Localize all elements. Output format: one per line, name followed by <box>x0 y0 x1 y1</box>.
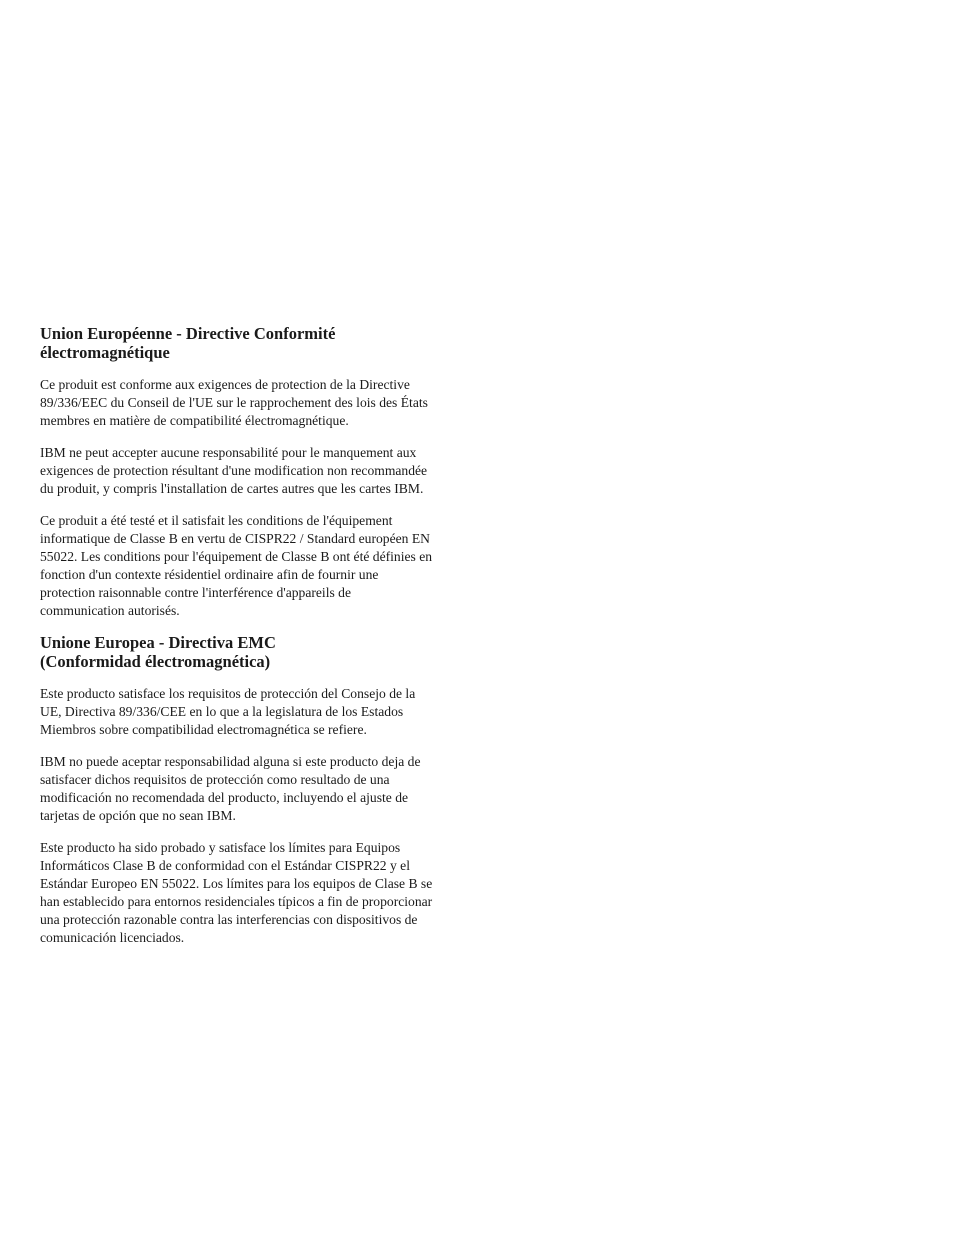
section-title-line: (Conformidad électromagnética) <box>40 652 271 671</box>
text-line: comunicación licenciados. <box>40 930 185 945</box>
text-line: fonction d'un contexte résidentiel ordinaire afin de fournir une <box>40 567 379 582</box>
text-line: Miembros sobre compatibilidad electromagnética se refiere. <box>40 722 367 737</box>
text-line: una protección razonable contra las interferencias con dispositivos de <box>40 912 418 927</box>
page-content <box>40 324 480 961</box>
text-line: 55022. Les conditions pour l'équipement de Classe B ont été définies en <box>40 549 433 564</box>
text-line: Este producto ha sido probado y satisface los límites para Equipos <box>40 840 401 855</box>
text-line: Ce produit a été testé et il satisfait les conditions de l'équipement <box>40 513 393 528</box>
text-line: UE, Directiva 89/336/CEE en lo que a la legislatura de los Estados <box>40 704 404 719</box>
text-line: exigences de protection résultant d'une modification non recommandée <box>40 463 428 478</box>
text-line: Estándar Europeo EN 55022. Los límites para los equipos de Clase B se <box>40 876 433 891</box>
text-line: han establecido para entornos residenciales típicos a fin de proporcionar <box>40 894 433 909</box>
section-title-line: électromagnétique <box>40 343 170 362</box>
paragraph <box>40 685 480 739</box>
text-line: membres en matière de compatibilité électromagnétique. <box>40 413 349 428</box>
section-french-emc <box>40 324 480 620</box>
text-line: satisfacer dichos requisitos de protección como resultado de una <box>40 772 390 787</box>
paragraph <box>40 376 480 430</box>
section-title <box>40 324 480 362</box>
text-line: du produit, y compris l'installation de cartes autres que les cartes IBM. <box>40 481 424 496</box>
paragraph <box>40 512 480 620</box>
paragraph <box>40 444 480 498</box>
text-line: Este producto satisface los requisitos de protección del Consejo de la <box>40 686 416 701</box>
text-line: modificación no recomendada del producto, incluyendo el ajuste de <box>40 790 409 805</box>
section-spanish-emc <box>40 633 480 947</box>
text-line: IBM no puede aceptar responsabilidad alguna si este producto deja de <box>40 754 421 769</box>
paragraph <box>40 753 480 825</box>
text-line: IBM ne peut accepter aucune responsabilité pour le manquement aux <box>40 445 417 460</box>
text-line: tarjetas de opción que no sean IBM. <box>40 808 236 823</box>
section-title <box>40 633 480 671</box>
section-title-line: Unione Europea - Directiva EMC <box>40 633 276 652</box>
text-line: 89/336/EEC du Conseil de l'UE sur le rapprochement des lois des États <box>40 395 428 410</box>
text-line: Informáticos Clase B de conformidad con el Estándar CISPR22 y el <box>40 858 410 873</box>
text-line: communication autorisés. <box>40 603 180 618</box>
section-title-line: Union Européenne - Directive Conformité <box>40 324 336 343</box>
paragraph <box>40 839 480 947</box>
text-line: Ce produit est conforme aux exigences de protection de la Directive <box>40 377 410 392</box>
text-line: protection raisonnable contre l'interférence d'appareils de <box>40 585 351 600</box>
text-line: informatique de Classe B en vertu de CISPR22 / Standard européen EN <box>40 531 430 546</box>
